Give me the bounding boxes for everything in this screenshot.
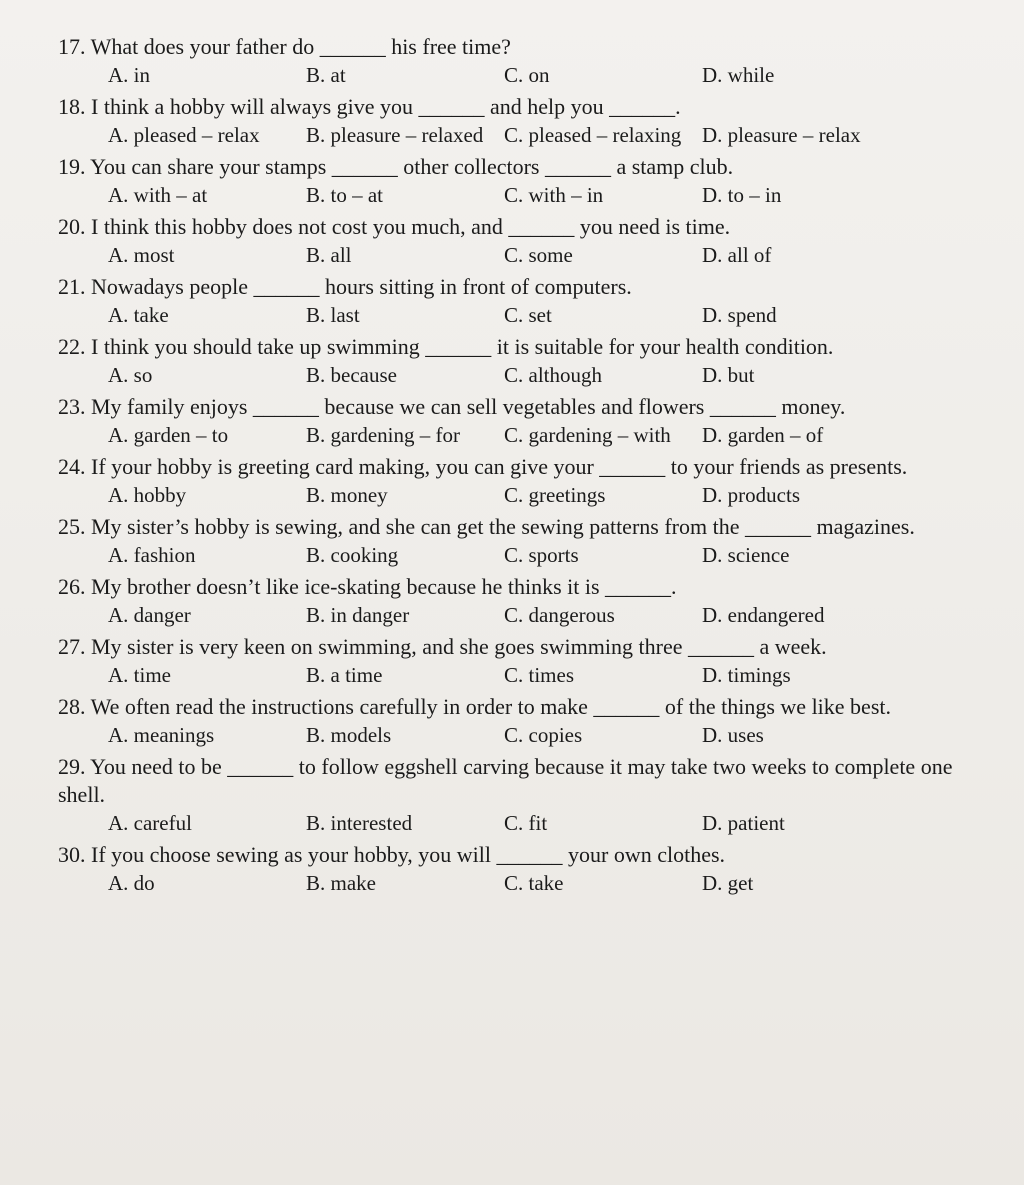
answer-options	[0, 481, 1024, 509]
answer-options	[0, 661, 1024, 689]
answer-options	[0, 121, 1024, 149]
option-c[interactable]: C. pleased – relaxing	[504, 123, 682, 147]
answer-options	[0, 301, 1024, 329]
option-a[interactable]: A. careful	[108, 811, 192, 835]
option-a[interactable]: A. fashion	[108, 543, 196, 567]
option-d[interactable]: D. get	[702, 871, 754, 895]
option-a[interactable]: A. pleased – relax	[108, 123, 260, 147]
option-d[interactable]: D. spend	[702, 303, 777, 327]
option-a[interactable]: A. take	[108, 303, 169, 327]
question-stem: 23. My family enjoys ______ because we can sell vegetables and flowers ______ money.	[58, 394, 846, 419]
question-stem: 25. My sister’s hobby is sewing, and she can get the sewing patterns from the ______ magazines.	[58, 514, 915, 539]
option-c[interactable]: C. gardening – with	[504, 423, 671, 447]
option-d[interactable]: D. garden – of	[702, 423, 824, 447]
option-b[interactable]: B. all	[306, 243, 352, 267]
question-stem: 21. Nowadays people ______ hours sitting in front of computers.	[58, 274, 632, 299]
answer-options	[0, 361, 1024, 389]
option-d[interactable]: D. but	[702, 363, 755, 387]
option-d[interactable]: D. while	[702, 63, 775, 87]
option-b[interactable]: B. at	[306, 63, 346, 87]
option-a[interactable]: A. with – at	[108, 183, 208, 207]
answer-options	[0, 869, 1024, 897]
option-a[interactable]: A. time	[108, 663, 171, 687]
option-b[interactable]: B. cooking	[306, 543, 399, 567]
option-b[interactable]: B. money	[306, 483, 388, 507]
question-stem: 26. My brother doesn’t like ice-skating because he thinks it is ______.	[58, 574, 677, 599]
question-26	[0, 573, 1024, 629]
option-c[interactable]: C. take	[504, 871, 564, 895]
option-a[interactable]: A. meanings	[108, 723, 215, 747]
option-d[interactable]: D. patient	[702, 811, 785, 835]
question-stem: 20. I think this hobby does not cost you much, and ______ you need is time.	[58, 214, 731, 239]
option-d[interactable]: D. uses	[702, 723, 764, 747]
answer-options	[0, 181, 1024, 209]
question-18	[0, 93, 1024, 149]
option-c[interactable]: C. set	[504, 303, 552, 327]
question-stem: 24. If your hobby is greeting card making, you can give your ______ to your friends as presents.	[58, 454, 908, 479]
question-27	[0, 633, 1024, 689]
question-stem: 29. You need to be ______ to follow eggshell carving because it may take two weeks to complete one shell.	[58, 754, 953, 807]
question-stem: 18. I think a hobby will always give you ______ and help you ______.	[58, 94, 681, 119]
option-b[interactable]: B. because	[306, 363, 397, 387]
option-b[interactable]: B. models	[306, 723, 392, 747]
answer-options	[0, 601, 1024, 629]
option-c[interactable]: C. on	[504, 63, 550, 87]
option-c[interactable]: C. sports	[504, 543, 579, 567]
answer-options	[0, 541, 1024, 569]
option-d[interactable]: D. science	[702, 543, 790, 567]
answer-options	[0, 61, 1024, 89]
answer-options	[0, 421, 1024, 449]
option-a[interactable]: A. most	[108, 243, 175, 267]
question-23	[0, 393, 1024, 449]
answer-options	[0, 809, 1024, 837]
question-28	[0, 693, 1024, 749]
question-list	[0, 33, 1024, 897]
question-stem: 27. My sister is very keen on swimming, and she goes swimming three ______ a week.	[58, 634, 827, 659]
option-d[interactable]: D. products	[702, 483, 800, 507]
option-c[interactable]: C. although	[504, 363, 602, 387]
option-c[interactable]: C. dangerous	[504, 603, 615, 627]
option-c[interactable]: C. times	[504, 663, 575, 687]
option-b[interactable]: B. gardening – for	[306, 423, 460, 447]
option-b[interactable]: B. interested	[306, 811, 413, 835]
option-a[interactable]: A. do	[108, 871, 155, 895]
option-a[interactable]: A. hobby	[108, 483, 187, 507]
question-stem: 28. We often read the instructions carefully in order to make ______ of the things we like best.	[58, 694, 891, 719]
question-stem: 19. You can share your stamps ______ other collectors ______ a stamp club.	[58, 154, 734, 179]
option-c[interactable]: C. with – in	[504, 183, 604, 207]
option-c[interactable]: C. some	[504, 243, 573, 267]
question-21	[0, 273, 1024, 329]
option-b[interactable]: B. a time	[306, 663, 383, 687]
answer-options	[0, 721, 1024, 749]
option-a[interactable]: A. so	[108, 363, 153, 387]
option-d[interactable]: D. all of	[702, 243, 772, 267]
question-29	[0, 753, 1024, 837]
option-c[interactable]: C. copies	[504, 723, 583, 747]
option-b[interactable]: B. last	[306, 303, 360, 327]
option-d[interactable]: D. pleasure – relax	[702, 123, 861, 147]
answer-options	[0, 241, 1024, 269]
question-30	[0, 841, 1024, 897]
option-a[interactable]: A. garden – to	[108, 423, 229, 447]
option-b[interactable]: B. in danger	[306, 603, 410, 627]
option-c[interactable]: C. greetings	[504, 483, 606, 507]
question-17	[0, 33, 1024, 89]
option-b[interactable]: B. make	[306, 871, 376, 895]
question-19	[0, 153, 1024, 209]
question-stem: 30. If you choose sewing as your hobby, you will ______ your own clothes.	[58, 842, 726, 867]
option-d[interactable]: D. to – in	[702, 183, 782, 207]
option-d[interactable]: D. timings	[702, 663, 791, 687]
option-b[interactable]: B. pleasure – relaxed	[306, 123, 484, 147]
question-20	[0, 213, 1024, 269]
question-stem: 22. I think you should take up swimming ______ it is suitable for your health condition.	[58, 334, 834, 359]
question-22	[0, 333, 1024, 389]
option-a[interactable]: A. in	[108, 63, 150, 87]
question-25	[0, 513, 1024, 569]
option-a[interactable]: A. danger	[108, 603, 191, 627]
question-stem: 17. What does your father do ______ his free time?	[58, 34, 511, 59]
question-24	[0, 453, 1024, 509]
option-d[interactable]: D. endangered	[702, 603, 825, 627]
option-b[interactable]: B. to – at	[306, 183, 383, 207]
option-c[interactable]: C. fit	[504, 811, 548, 835]
